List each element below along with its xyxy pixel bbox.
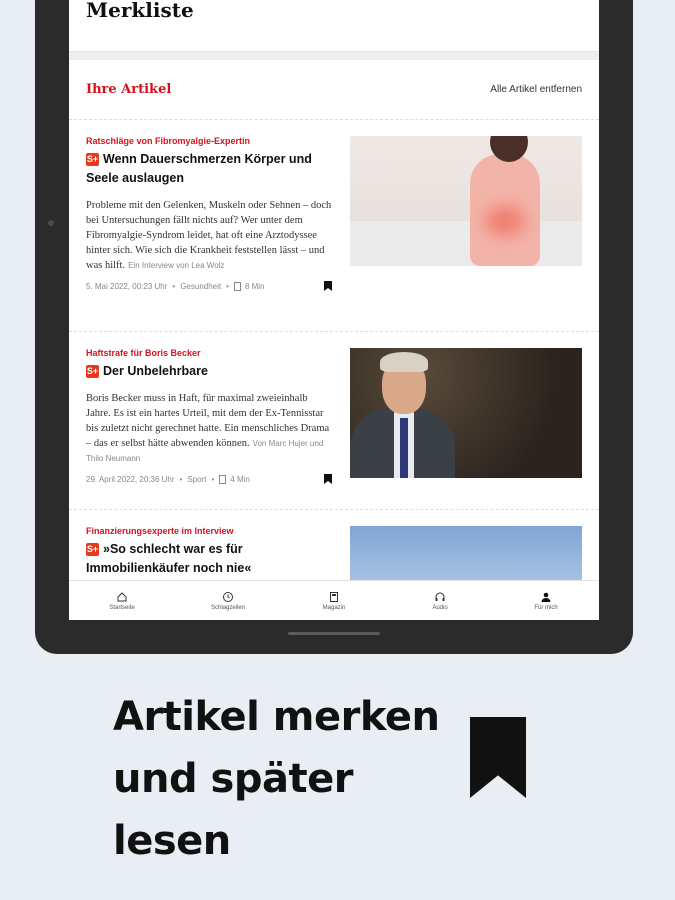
reading-time-icon <box>234 282 241 291</box>
list-header <box>69 60 599 120</box>
article-kicker: Finanzierungsexperte im Interview <box>86 526 234 536</box>
person-icon <box>540 591 552 603</box>
headphones-icon <box>434 591 446 603</box>
article-image[interactable] <box>350 348 582 478</box>
article-kicker: Haftstrafe für Boris Becker <box>86 348 201 358</box>
nav-label: Schlagzeilen <box>210 604 246 611</box>
article-item[interactable] <box>69 332 599 510</box>
article-section: Gesundheit <box>180 281 222 291</box>
article-read-time: 8 Min <box>244 281 265 291</box>
nav-item-magazin[interactable] <box>281 581 387 620</box>
nav-item-audio[interactable] <box>387 581 493 620</box>
page-title: Merkliste <box>86 0 194 22</box>
nav-item-schlagzeilen[interactable] <box>175 581 281 620</box>
home-indicator <box>288 632 380 635</box>
article-meta: 29. April 2022, 20:36 Uhr • Sport • 4 Min <box>86 474 332 484</box>
article-read-time: 4 Min <box>230 474 250 484</box>
article-teaser: Boris Becker muss in Haft, für maximal zweieinhalb Jahre. Es ist ein hartes Urteil, mit dem der Ex-Tennisstar bis zuletzt nicht gerechnet hatte. Ein menschliches Drama – das er selbst hätte abwenden können. Von Marc Hujer und Thilo Neumann <box>86 393 330 463</box>
nav-label: Magazin <box>322 604 346 611</box>
bottom-navigation <box>69 580 599 620</box>
nav-item-startseite[interactable] <box>69 581 175 620</box>
article-date: 5. Mai 2022, 00:23 Uhr <box>86 281 168 291</box>
article-kicker: Ratschläge von Fibromyalgie-Expertin <box>86 136 251 146</box>
list-title: Ihre Artikel <box>86 82 172 97</box>
clock-icon <box>222 591 234 603</box>
remove-all-button[interactable]: Alle Artikel entfernen <box>490 84 582 95</box>
article-image[interactable] <box>350 136 582 266</box>
spiegel-plus-badge: S+ <box>86 544 99 554</box>
bookmark-icon[interactable] <box>324 281 332 291</box>
nav-label: Audio <box>432 604 448 611</box>
home-icon <box>116 591 128 603</box>
reading-time-icon <box>219 475 226 484</box>
article-headline[interactable]: S+ Der Unbelehrbare <box>86 364 208 378</box>
article-teaser: Probleme mit den Gelenken, Muskeln oder Sehnen – doch bei Untersuchungen fällt nichts auf? Wer unter dem Fibromyalgie-Syndrom leidet, hat oft eine Arztodyssee hinter sich. Wie sich die Krankheit feststellen lässt – und was hilft. Ein Interview von Lea Wolz <box>86 200 332 271</box>
article-headline[interactable]: S+ »So schlecht war es für Immobilienkäufer noch nie« <box>86 542 252 575</box>
article-date: 29. April 2022, 20:36 Uhr <box>86 474 175 484</box>
article-author: Von Marc Hujer und Thilo Neumann <box>86 439 324 463</box>
page-header <box>69 0 599 52</box>
divider <box>69 52 599 60</box>
app-screen <box>69 0 599 620</box>
article-meta: 5. Mai 2022, 00:23 Uhr • Gesundheit • 8 Min <box>86 281 332 291</box>
bookmark-icon <box>470 717 526 798</box>
nav-label: Startseite <box>109 604 135 611</box>
nav-label: Für mich <box>534 604 558 611</box>
article-text <box>86 136 332 331</box>
bookmark-icon[interactable] <box>324 474 332 484</box>
nav-item-fuer-mich[interactable] <box>493 581 599 620</box>
spiegel-plus-badge: S+ <box>86 154 99 164</box>
article-item[interactable] <box>69 120 599 332</box>
article-section: Sport <box>187 474 207 484</box>
promo-headline: Artikel merken und später lesen <box>113 694 440 864</box>
article-author: Ein Interview von Lea Wolz <box>128 261 225 270</box>
spiegel-plus-badge: S+ <box>86 366 99 376</box>
article-text <box>86 348 332 509</box>
camera <box>48 220 54 226</box>
article-headline[interactable]: S+ Wenn Dauerschmerzen Körper und Seele auslaugen <box>86 152 312 185</box>
magazine-icon <box>328 591 340 603</box>
